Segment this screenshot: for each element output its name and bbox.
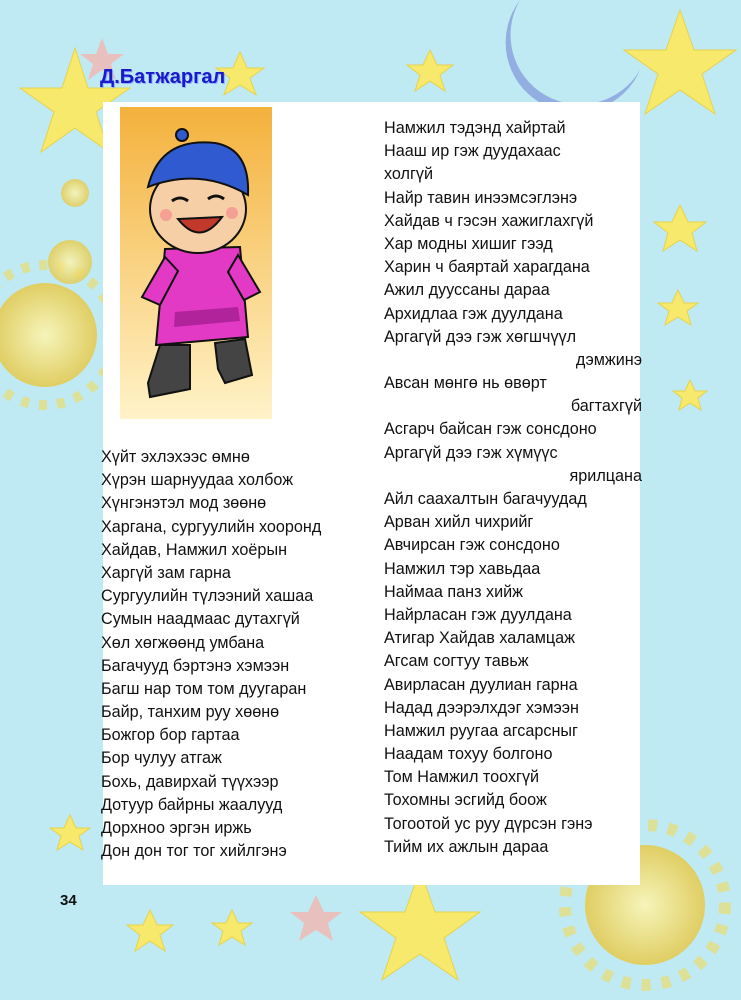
poem-line: Авчирсан гэж сонсдоно	[384, 536, 560, 555]
poem-line: Авсан мөнгө нь өвөрт	[384, 374, 547, 393]
poem-line: Намжил тэдэнд хайртай	[384, 119, 566, 137]
poem-line: ярилцана	[569, 466, 642, 485]
poem-line: Хайдав, Намжил хоёрын	[101, 540, 288, 559]
poem-line: Харин ч баяртай харагдана	[384, 258, 590, 277]
poem-line: Аргагүй дээ гэж хөгшчүүл	[384, 327, 577, 346]
poem-line: Том Намжил тоохгүй	[384, 768, 540, 787]
poem-line: Агсам согтуу тавьж	[384, 652, 529, 671]
poem-line: Наадам тохуу болгоно	[384, 745, 553, 764]
poem-line: Байр, танхим руу хөөнө	[101, 703, 280, 722]
sun-icon	[61, 179, 89, 207]
poem-line: Бохь, давирхай түүхээр	[101, 772, 279, 791]
poem-line: Надад дээрэлхдэг хэмээн	[384, 698, 579, 717]
poem-line: Дорхноо эргэн иржь	[101, 819, 252, 837]
sun-icon	[48, 240, 92, 284]
poem-line: Ажил дууссаны дараа	[384, 281, 550, 300]
poem-line: дэмжинэ	[575, 350, 642, 369]
poem-line: Тийм их ажлын дараа	[384, 837, 549, 856]
poem-line: Айл саахалтын багачуудад	[384, 490, 587, 508]
poem-line: Багачууд бэртэнэ хэмээн	[101, 656, 290, 675]
poem-line: Хүйт эхлэхээс өмнө	[101, 448, 250, 466]
poem-line: Сургуулийн түлээний хашаа	[101, 587, 314, 606]
poem-line: Хар модны хишиг гээд	[384, 234, 553, 253]
poem-line: Хөл хөгжөөнд умбана	[101, 633, 265, 652]
poem-line: Багш нар том том дуугаран	[101, 679, 307, 698]
poem-line: Намжил тэр хавьдаа	[384, 559, 541, 578]
poem-line: Аргагүй дээ гэж хүмүүс	[384, 443, 558, 462]
poem-line: Сумын наадмаас дутахгүй	[101, 610, 300, 629]
poem-left-column	[101, 446, 381, 863]
poem-right-column	[384, 117, 642, 859]
poem-line: Божгор бор гартаа	[101, 726, 240, 745]
poem-line: Наймаа панз хийж	[384, 582, 524, 601]
poem-line: Асгарч байсан гэж сонсдоно	[384, 420, 597, 439]
poem-line: Нааш ир гэж дуудахаас	[384, 142, 561, 161]
poem-line: Тохомны эсгийд боож	[384, 791, 547, 810]
poem-line: Хүнгэнэтэл мод зөөнө	[101, 494, 267, 513]
poem-line: Тогоотой ус руу дүрсэн гэнэ	[384, 814, 593, 833]
poem-line: Харгана, сургуулийн хооронд	[101, 517, 322, 536]
poem-line: Найр тавин инээмсэглэнэ	[384, 188, 578, 207]
author-name: Д.Батжаргал	[100, 66, 226, 88]
poem-line: Дотуур байрны жаалууд	[101, 795, 283, 814]
cartoon-boy-illustration	[120, 107, 272, 419]
poem-line: багтахгүй	[570, 397, 642, 416]
poem-line: Авирласан дуулиан гарна	[384, 675, 578, 694]
poem-line: Арван хийл чихрийг	[384, 513, 534, 532]
page-number: 34	[60, 892, 77, 909]
poem-line: Атигар Хайдав халамцаж	[384, 629, 575, 648]
poem-line: Бор чулуу атгаж	[101, 749, 222, 768]
poem-line: Хүрэн шарнуудаа холбож	[101, 471, 294, 490]
poem-line: Харгүй зам гарна	[101, 563, 231, 582]
poem-line: Хайдав ч гэсэн хажиглахгүй	[384, 211, 594, 230]
poem-line: Найрласан гэж дуулдана	[384, 605, 572, 624]
poem-line: Дон дон тог тог хийлгэнэ	[101, 842, 287, 861]
poem-line: Намжил руугаа агсарсныг	[384, 721, 578, 740]
poem-line: холгүй	[384, 165, 434, 184]
poem-line: Архидлаа гэж дуулдана	[384, 304, 563, 323]
